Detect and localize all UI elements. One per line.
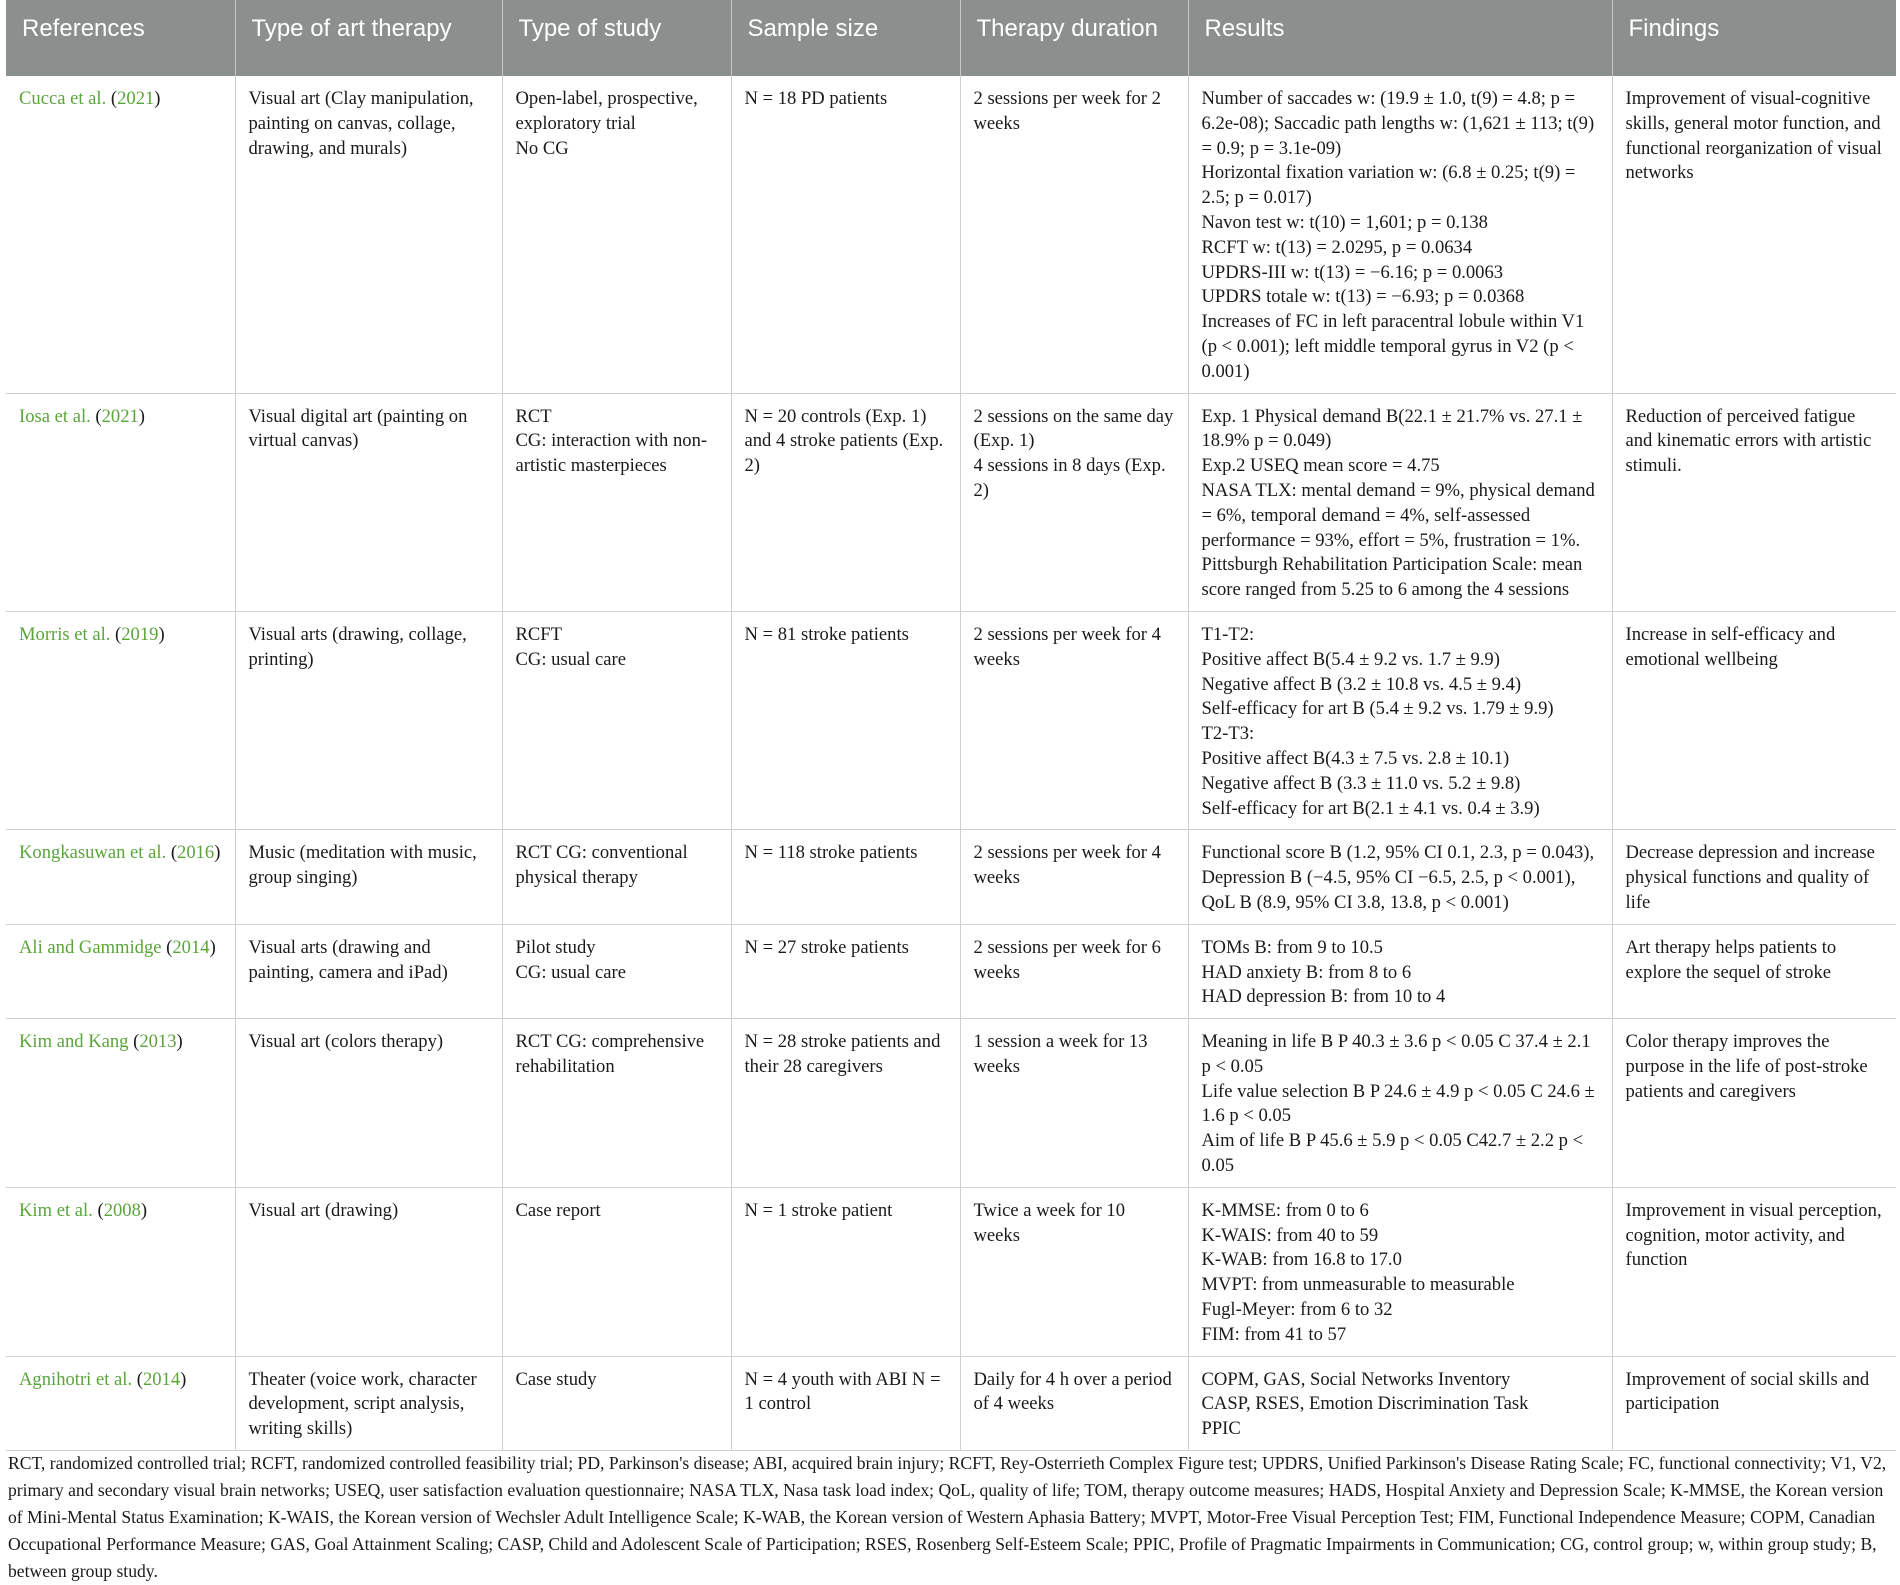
- results-cell: [1188, 830, 1612, 924]
- result-line: HAD depression B: from 10 to 4: [1201, 986, 1446, 1008]
- reference-year-link[interactable]: 2021: [101, 405, 139, 427]
- therapy-type-cell: Visual art (Clay manipulation, painting on canvas, collage, drawing, and murals): [235, 76, 502, 393]
- reference-cell: Ali and Gammidge (2014): [6, 924, 235, 1018]
- header-findings: Findings: [1612, 0, 1896, 76]
- sample-size-cell: N = 118 stroke patients: [731, 830, 960, 924]
- study-type-cell: [502, 830, 731, 924]
- study-type-line: CG: usual care: [515, 961, 626, 983]
- header-results: Results: [1188, 0, 1612, 76]
- duration-line: Twice a week for 10 weeks: [973, 1199, 1126, 1246]
- result-line: T2-T3:: [1201, 723, 1255, 745]
- reference-year-link[interactable]: 2021: [117, 88, 155, 109]
- findings-cell: Art therapy helps patients to explore the sequel of stroke: [1612, 924, 1896, 1018]
- study-type-line: Pilot study: [515, 936, 596, 958]
- duration-line: 2 sessions per week for 4 weeks: [973, 842, 1161, 889]
- header-therapy-type: Type of art therapy: [235, 0, 502, 76]
- result-line: Positive affect B(4.3 ± 7.5 vs. 2.8 ± 10.1): [1201, 747, 1510, 769]
- study-type-cell: [502, 76, 731, 393]
- studies-table: [6, 0, 1896, 1451]
- reference-author-link[interactable]: Kim et al.: [19, 1199, 93, 1221]
- findings-cell: Improvement in visual perception, cognition, motor activity, and function: [1612, 1187, 1896, 1356]
- header-study-type: Type of study: [502, 0, 731, 76]
- therapy-duration-cell: [960, 1019, 1188, 1188]
- sample-size-cell: N = 18 PD patients: [731, 76, 960, 393]
- sample-size-cell: N = 20 controls (Exp. 1) and 4 stroke patients (Exp. 2): [731, 393, 960, 611]
- study-type-line: RCT CG: conventional physical therapy: [515, 842, 688, 889]
- therapy-type-cell: Visual digital art (painting on virtual canvas): [235, 393, 502, 611]
- reference-year-link[interactable]: 2008: [103, 1199, 141, 1221]
- study-type-line: Case study: [515, 1368, 597, 1390]
- study-type-cell: [502, 1356, 731, 1450]
- result-line: Exp.2 USEQ mean score = 4.75: [1201, 455, 1440, 477]
- study-type-cell: [502, 1187, 731, 1356]
- study-type-line: RCFT: [515, 623, 563, 645]
- study-type-line: Open-label, prospective, exploratory trial: [515, 88, 698, 134]
- result-line: Aim of life B P 45.6 ± 5.9 p < 0.05 C42.7 ± 2.2 p < 0.05: [1201, 1130, 1584, 1177]
- duration-line: 1 session a week for 13 weeks: [973, 1031, 1148, 1077]
- therapy-duration-cell: [960, 393, 1188, 611]
- therapy-type-cell: Theater (voice work, character development, script analysis, writing skills): [235, 1356, 502, 1450]
- results-cell: [1188, 393, 1612, 611]
- findings-cell: Decrease depression and increase physical functions and quality of life: [1612, 830, 1896, 924]
- result-line: RCFT w: t(13) = 2.0295, p = 0.0634: [1201, 236, 1473, 258]
- result-line: NASA TLX: mental demand = 9%, physical demand = 6%, temporal demand = 4%, self-assessed performance = 93%, effort = 5%, frustration = 1%. Pittsburgh Rehabilitation Participation Scale: mean score ranged from 5.25 to 6 among the 4 sessions: [1201, 479, 1595, 601]
- therapy-type-cell: Visual arts (drawing and painting, camera and iPad): [235, 924, 502, 1018]
- result-line: K-MMSE: from 0 to 6: [1201, 1199, 1369, 1221]
- result-line: HAD anxiety B: from 8 to 6: [1201, 961, 1412, 983]
- reference-year-link[interactable]: 2013: [139, 1031, 177, 1053]
- reference-author-link[interactable]: Ali and Gammidge: [19, 936, 162, 958]
- reference-cell: Morris et al. (2019): [6, 611, 235, 829]
- table-row: [6, 830, 1896, 924]
- header-row: [6, 0, 1896, 76]
- results-cell: [1188, 611, 1612, 829]
- duration-line: Daily for 4 h over a period of 4 weeks: [973, 1368, 1172, 1415]
- therapy-duration-cell: [960, 1187, 1188, 1356]
- reference-author-link[interactable]: Kongkasuwan et al.: [19, 842, 167, 864]
- result-line: PPIC: [1201, 1418, 1241, 1440]
- therapy-duration-cell: [960, 1356, 1188, 1450]
- sample-size-cell: N = 28 stroke patients and their 28 caregivers: [731, 1019, 960, 1188]
- result-line: MVPT: from unmeasurable to measurable: [1201, 1274, 1515, 1296]
- result-line: Fugl-Meyer: from 6 to 32: [1201, 1299, 1393, 1321]
- result-line: Functional score B (1.2, 95% CI 0.1, 2.3, p = 0.043), Depression B (−4.5, 95% CI −6.5, 2.5, p < 0.001), QoL B (8.9, 95% CI 3.8, 13.8, p < 0.001): [1201, 842, 1595, 913]
- results-cell: [1188, 76, 1612, 393]
- result-line: Navon test w: t(10) = 1,601; p = 0.138: [1201, 211, 1488, 233]
- result-line: Negative affect B (3.3 ± 11.0 vs. 5.2 ± 9.8): [1201, 772, 1521, 794]
- study-type-line: CG: interaction with non-artistic masterpieces: [515, 430, 708, 477]
- reference-cell: Iosa et al. (2021): [6, 393, 235, 611]
- reference-cell: Cucca et al. (2021): [6, 76, 235, 393]
- table-row: [6, 1356, 1896, 1450]
- result-line: Horizontal fixation variation w: (6.8 ± 0.25; t(9) = 2.5; p = 0.017): [1201, 162, 1576, 209]
- findings-cell: Reduction of perceived fatigue and kinematic errors with artistic stimuli.: [1612, 393, 1896, 611]
- reference-cell: Kongkasuwan et al. (2016): [6, 830, 235, 924]
- result-line: Negative affect B (3.2 ± 10.8 vs. 4.5 ± 9.4): [1201, 673, 1522, 695]
- study-type-line: CG: usual care: [515, 648, 626, 670]
- reference-cell: Kim and Kang (2013): [6, 1019, 235, 1188]
- reference-author-link[interactable]: Iosa et al.: [19, 405, 91, 427]
- table-body: [6, 76, 1896, 1451]
- result-line: Number of saccades w: (19.9 ± 1.0, t(9) = 4.8; p = 6.2e-08); Saccadic path lengths w: (1,621 ± 113; t(9) = 0.9; p = 3.1e-09): [1201, 88, 1595, 159]
- study-type-cell: [502, 1019, 731, 1188]
- therapy-duration-cell: [960, 924, 1188, 1018]
- study-type-cell: [502, 611, 731, 829]
- therapy-type-cell: Visual art (drawing): [235, 1187, 502, 1356]
- therapy-duration-cell: [960, 830, 1188, 924]
- study-type-cell: [502, 924, 731, 1018]
- header-therapy-duration: Therapy duration: [960, 0, 1188, 76]
- table-row: [6, 1019, 1896, 1188]
- sample-size-cell: N = 4 youth with ABI N = 1 control: [731, 1356, 960, 1450]
- table-row: [6, 611, 1896, 829]
- result-line: UPDRS totale w: t(13) = −6.93; p = 0.0368: [1201, 286, 1525, 308]
- reference-year-link[interactable]: 2016: [177, 842, 215, 864]
- result-line: K-WAIS: from 40 to 59: [1201, 1224, 1379, 1246]
- table-row: [6, 924, 1896, 1018]
- findings-cell: Improvement of social skills and participation: [1612, 1356, 1896, 1450]
- duration-line: 2 sessions per week for 2 weeks: [973, 88, 1161, 134]
- reference-author-link[interactable]: Cucca et al.: [19, 88, 107, 109]
- reference-year-link[interactable]: 2014: [142, 1368, 181, 1390]
- header-references: References: [6, 0, 235, 76]
- result-line: UPDRS-III w: t(13) = −6.16; p = 0.0063: [1201, 261, 1504, 283]
- result-line: Positive affect B(5.4 ± 9.2 vs. 1.7 ± 9.9): [1201, 648, 1500, 670]
- results-cell: [1188, 1187, 1612, 1356]
- duration-line: 2 sessions per week for 6 weeks: [973, 936, 1161, 983]
- results-cell: [1188, 1019, 1612, 1188]
- header-sample-size: Sample size: [731, 0, 960, 76]
- findings-cell: Improvement of visual-cognitive skills, general motor function, and functional reorganization of visual networks: [1612, 76, 1896, 393]
- reference-author-link[interactable]: Agnihotri et al.: [19, 1368, 133, 1390]
- therapy-type-cell: Visual art (colors therapy): [235, 1019, 502, 1188]
- findings-cell: Increase in self-efficacy and emotional wellbeing: [1612, 611, 1896, 829]
- therapy-type-cell: Music (meditation with music, group singing): [235, 830, 502, 924]
- result-line: Exp. 1 Physical demand B(22.1 ± 21.7% vs. 27.1 ± 18.9% p = 0.049): [1201, 405, 1583, 452]
- reference-author-link[interactable]: Morris et al.: [19, 623, 111, 645]
- study-type-line: Case report: [515, 1199, 601, 1221]
- duration-line: 2 sessions on the same day (Exp. 1): [973, 405, 1174, 452]
- table-row: [6, 76, 1896, 393]
- table-row: [6, 393, 1896, 611]
- results-cell: [1188, 924, 1612, 1018]
- study-type-cell: [502, 393, 731, 611]
- table-row: [6, 1187, 1896, 1356]
- study-type-line: No CG: [515, 137, 569, 159]
- findings-cell: Color therapy improves the purpose in the life of post-stroke patients and caregivers: [1612, 1019, 1896, 1188]
- therapy-duration-cell: [960, 76, 1188, 393]
- reference-year-link[interactable]: 2019: [121, 623, 159, 645]
- result-line: TOMs B: from 9 to 10.5: [1201, 936, 1383, 958]
- therapy-duration-cell: [960, 611, 1188, 829]
- result-line: Life value selection B P 24.6 ± 4.9 p < 0.05 C 24.6 ± 1.6 p < 0.05: [1201, 1080, 1595, 1127]
- reference-year-link[interactable]: 2014: [172, 936, 210, 958]
- reference-cell: Kim et al. (2008): [6, 1187, 235, 1356]
- result-line: CASP, RSES, Emotion Discrimination Task: [1201, 1393, 1529, 1415]
- sample-size-cell: N = 27 stroke patients: [731, 924, 960, 1018]
- result-line: COPM, GAS, Social Networks Inventory: [1201, 1368, 1511, 1390]
- result-line: Increases of FC in left paracentral lobule within V1 (p < 0.001); left middle temporal gyrus in V2 (p < 0.001): [1201, 311, 1585, 382]
- result-line: Self-efficacy for art B(2.1 ± 4.1 vs. 0.4 ± 3.9): [1201, 797, 1540, 819]
- study-type-line: RCT CG: comprehensive rehabilitation: [515, 1031, 705, 1077]
- result-line: Meaning in life B P 40.3 ± 3.6 p < 0.05 C 37.4 ± 2.1 p < 0.05: [1201, 1031, 1591, 1077]
- duration-line: 2 sessions per week for 4 weeks: [973, 623, 1161, 670]
- therapy-type-cell: Visual arts (drawing, collage, printing): [235, 611, 502, 829]
- sample-size-cell: N = 1 stroke patient: [731, 1187, 960, 1356]
- result-line: FIM: from 41 to 57: [1201, 1323, 1347, 1345]
- result-line: K-WAB: from 16.8 to 17.0: [1201, 1249, 1402, 1271]
- sample-size-cell: N = 81 stroke patients: [731, 611, 960, 829]
- result-line: Self-efficacy for art B (5.4 ± 9.2 vs. 1.79 ± 9.9): [1201, 698, 1554, 720]
- reference-cell: Agnihotri et al. (2014): [6, 1356, 235, 1450]
- study-type-line: RCT: [515, 405, 552, 427]
- results-cell: [1188, 1356, 1612, 1450]
- result-line: T1-T2:: [1201, 623, 1255, 645]
- reference-author-link[interactable]: Kim and Kang: [19, 1031, 129, 1053]
- duration-line: 4 sessions in 8 days (Exp. 2): [973, 455, 1166, 501]
- table-footnote: RCT, randomized controlled trial; RCFT, randomized controlled feasibility trial; PD, Parkinson's disease; ABI, acquired brain injury; RCFT, Rey-Osterrieth Complex Figure test; UPDRS, Unified Parkinson's Disease Rating Scale; FC, functional connectivity; V1, V2, primary and secondary visual brain networks; USEQ, user satisfaction evaluation questionnaire; NASA TLX, Nasa task load index; QoL, quality of life; TOM, therapy outcome measures; HADS, Hospital Anxiety and Depression Scale; K-MMSE, the Korean version of Mini-Mental Status Examination; K-WAIS, the Korean version of Wechsler Adult Intelligence Scale; K-WAB, the Korean version of Western Aphasia Battery; MVPT, Motor-Free Visual Perception Test; FIM, Functional Independence Measure; COPM, Canadian Occupational Performance Measure; GAS, Goal Attainment Scaling; CASP, Child and Adolescent Scale of Participation; RSES, Rosenberg Self-Esteem Scale; PPIC, Profile of Pragmatic Impairments in Communication; CG, control group; w, within group study; B, between group study.: [8, 1453, 1887, 1581]
